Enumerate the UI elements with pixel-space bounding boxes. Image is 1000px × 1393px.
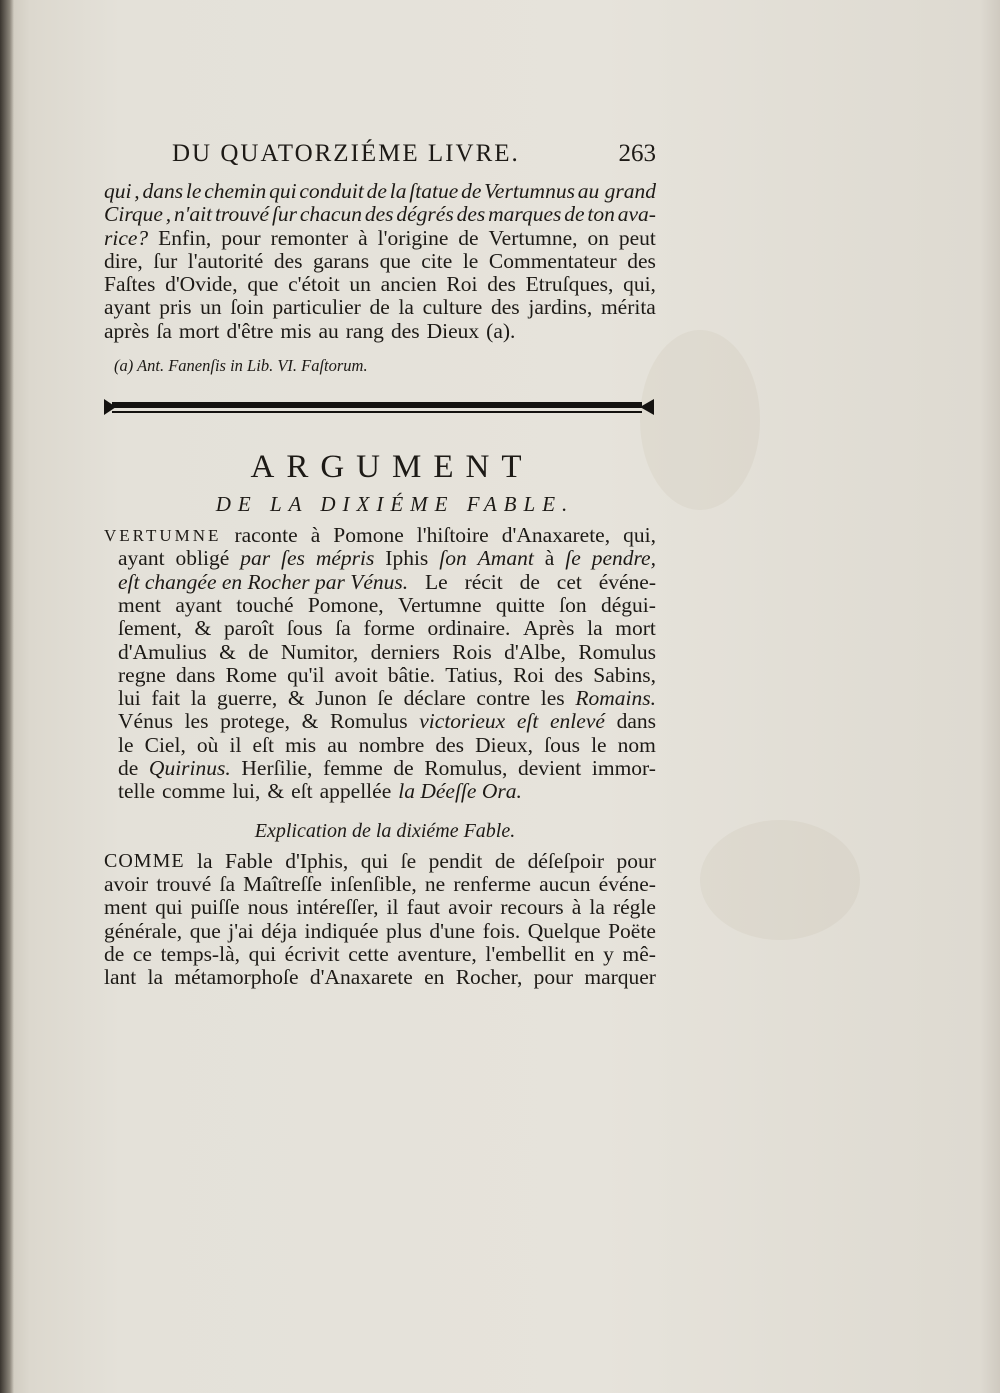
- word: remonter: [270, 225, 349, 250]
- word: de: [458, 225, 479, 250]
- word: lant: [104, 965, 137, 990]
- text-line: [104, 320, 656, 343]
- word: comme: [162, 779, 226, 804]
- word: aventure,: [397, 941, 477, 966]
- word: Tatius,: [445, 662, 503, 687]
- text-line: [104, 687, 656, 710]
- word: l'hiſtoire: [416, 523, 489, 548]
- text-line: [104, 547, 656, 570]
- word: Romains.: [575, 686, 656, 711]
- word: ſous: [286, 616, 323, 641]
- word: particulier: [272, 295, 361, 320]
- word: nous: [247, 895, 289, 920]
- text-line: [104, 710, 656, 733]
- word: j'ai: [228, 918, 254, 943]
- word: de: [519, 569, 540, 594]
- word: guerre,: [216, 686, 278, 711]
- word: cette: [348, 941, 389, 966]
- word: à: [358, 225, 368, 250]
- text-line: [104, 896, 656, 919]
- word: au: [318, 318, 339, 343]
- word: garans: [313, 248, 370, 273]
- word: mis: [280, 318, 312, 343]
- word: Rome: [225, 662, 277, 687]
- word: des: [491, 295, 520, 320]
- word: lui: [118, 686, 141, 711]
- word: Numitor,: [280, 639, 359, 664]
- word: culture: [422, 295, 483, 320]
- word: les: [540, 686, 565, 711]
- rule-end-right: [640, 399, 654, 415]
- word: des: [554, 662, 584, 687]
- word: pour: [221, 225, 261, 250]
- word: peut: [618, 225, 656, 250]
- word: déja: [261, 918, 297, 943]
- word: (a).: [486, 318, 516, 343]
- word: &: [287, 686, 305, 711]
- word: le: [591, 732, 607, 757]
- word: avoir: [448, 895, 493, 920]
- word: Romulus: [329, 709, 408, 734]
- intro-paragraph: [104, 180, 656, 343]
- footnote: (a) Ant. Fanenſis in Lib. VI. Faſtorum.: [114, 356, 368, 376]
- word: d'Amulius: [118, 639, 207, 664]
- book-gutter-shadow: [0, 0, 14, 1393]
- word: ſa: [156, 318, 172, 343]
- word: eſt: [291, 779, 313, 804]
- word: rice?: [104, 225, 149, 250]
- word: Vertumne: [397, 592, 482, 617]
- word: Après: [523, 616, 575, 641]
- word: de: [393, 756, 414, 781]
- word: d'Anaxarete: [309, 965, 413, 990]
- word: c'étoit: [288, 272, 340, 297]
- word: indiquée: [304, 918, 379, 943]
- text-line: [104, 594, 656, 617]
- word: Pomone,: [307, 592, 384, 617]
- word: la Déeſſe Ora.: [398, 779, 522, 804]
- word: ſe: [400, 848, 417, 873]
- word: la: [589, 895, 605, 920]
- word: renferme: [453, 871, 531, 896]
- paper-stain: [700, 820, 860, 940]
- word: mis: [285, 732, 317, 757]
- word: événe-: [598, 569, 656, 594]
- word: après: [104, 318, 150, 343]
- word: on: [587, 225, 609, 250]
- word: ſoin: [230, 295, 264, 320]
- word: le: [185, 179, 202, 203]
- word: fait: [151, 686, 181, 711]
- word: ayant: [118, 546, 165, 571]
- word: puiſſe: [190, 895, 240, 920]
- word: devient: [517, 756, 582, 781]
- word: qui: [104, 179, 132, 203]
- word: pendre,: [591, 546, 656, 571]
- word: fois.: [482, 918, 521, 943]
- word: ayant: [175, 592, 222, 617]
- word: par: [240, 546, 271, 571]
- word: jardins,: [528, 295, 593, 320]
- word: immor-: [591, 756, 656, 781]
- word: nom: [617, 732, 656, 757]
- word: des: [456, 202, 486, 227]
- word: les: [184, 709, 209, 734]
- word: pendit: [428, 848, 483, 873]
- word: d'être: [226, 318, 274, 343]
- text-block: [104, 140, 656, 989]
- text-line: [104, 780, 656, 803]
- word: des: [273, 248, 303, 273]
- word: faut: [406, 895, 441, 920]
- word: qui,: [623, 272, 656, 297]
- word: l'autorité: [187, 248, 264, 273]
- word: lui,: [232, 779, 261, 804]
- word: ſur: [271, 202, 298, 227]
- word: appellée: [319, 779, 392, 804]
- rule-thick-line: [112, 402, 642, 408]
- word: avoit: [334, 662, 378, 687]
- word: VERTUMNE: [104, 526, 222, 546]
- word: dégui-: [600, 592, 656, 617]
- word: recours: [500, 895, 564, 920]
- word: pour: [533, 965, 574, 990]
- word: où: [196, 732, 219, 757]
- word: mort: [178, 318, 220, 343]
- page-number: 263: [618, 140, 656, 167]
- word: enlevé: [550, 709, 605, 734]
- word: raconte: [234, 523, 298, 548]
- word: qu'il: [287, 662, 325, 687]
- word: femme: [323, 756, 383, 781]
- running-head-title: DU QUATORZIÉME LIVRE.: [172, 140, 520, 167]
- text-line: [104, 203, 656, 226]
- word: &: [194, 616, 212, 641]
- word: d'Ovide,: [165, 272, 238, 297]
- word: Etruſques,: [525, 272, 614, 297]
- word: nombre: [358, 732, 425, 757]
- word: marques: [488, 202, 562, 227]
- word: l'origine: [377, 225, 449, 250]
- word: quitte: [495, 592, 545, 617]
- word: Pomone: [333, 523, 404, 548]
- text-line: [104, 250, 656, 273]
- word: des: [390, 318, 420, 343]
- text-line: [104, 873, 656, 896]
- word: Junon: [315, 686, 367, 711]
- word: temps-là,: [160, 941, 240, 966]
- word: d'une: [429, 918, 476, 943]
- word: ayant: [104, 295, 151, 320]
- word: l'embellit: [485, 941, 566, 966]
- word: de: [248, 639, 269, 664]
- word: la: [587, 616, 603, 641]
- word: de: [366, 179, 387, 203]
- word: Enfin,: [158, 225, 212, 250]
- word: qui: [155, 895, 183, 920]
- word: générale,: [104, 918, 183, 943]
- word: la: [147, 965, 164, 990]
- word: d'Anaxarete,: [501, 523, 611, 548]
- word: dire,: [104, 248, 143, 273]
- word: il: [386, 895, 399, 920]
- text-line: [104, 180, 656, 203]
- word: Romulus,: [424, 756, 508, 781]
- word: de: [104, 941, 125, 966]
- word: de: [564, 202, 585, 227]
- explication-heading: Explication de la dixiéme Fable.: [254, 819, 516, 842]
- word: &: [301, 709, 319, 734]
- word: Faſtes: [104, 272, 156, 297]
- word: ſon: [559, 592, 587, 617]
- word: ſur: [153, 248, 178, 273]
- word: n'ait: [174, 202, 213, 227]
- word: obligé: [175, 546, 230, 571]
- word: inſenſible,: [330, 871, 417, 896]
- word: dégrés: [396, 202, 454, 227]
- word: Commentateur: [488, 248, 617, 273]
- word: ton: [587, 202, 615, 227]
- word: il: [229, 732, 242, 757]
- word: ordinaire.: [427, 616, 511, 641]
- word: Herſilie,: [241, 756, 313, 781]
- word: &: [267, 779, 285, 804]
- word: protege,: [220, 709, 290, 734]
- word: pour: [616, 848, 656, 873]
- word: Amant: [477, 546, 534, 571]
- text-line: [104, 734, 656, 757]
- word: dans: [616, 709, 656, 734]
- word: récit: [464, 569, 503, 594]
- word: des: [627, 248, 656, 273]
- word: Vertumnus: [484, 179, 575, 203]
- text-line: [104, 273, 656, 296]
- word: cet: [556, 569, 582, 594]
- word: eſt changée en Rocher par Vénus.: [118, 569, 409, 594]
- word: eſt: [252, 732, 275, 757]
- word: en: [574, 941, 595, 966]
- word: trouvé: [156, 871, 212, 896]
- word: ſon: [439, 546, 467, 571]
- word: ,: [165, 202, 172, 227]
- word: Le: [425, 569, 448, 594]
- text-line: [104, 943, 656, 966]
- argument-paragraph: [104, 524, 656, 804]
- word: qui,: [623, 523, 656, 548]
- word: chacun: [299, 202, 362, 227]
- word: Dieux,: [475, 732, 534, 757]
- word: Iphis: [385, 546, 429, 571]
- word: d'Albe,: [504, 639, 566, 664]
- word: Rocher,: [455, 965, 523, 990]
- word: intéreſſer,: [296, 895, 379, 920]
- word: Romulus: [578, 639, 656, 664]
- word: déſeſpoir: [527, 848, 604, 873]
- text-line: [104, 617, 656, 640]
- word: marquer: [584, 965, 656, 990]
- word: mê-: [622, 941, 656, 966]
- word: Rois: [452, 639, 492, 664]
- word: Cirque: [104, 202, 163, 227]
- word: de: [461, 179, 482, 203]
- text-line: [104, 966, 656, 989]
- word: le: [118, 732, 134, 757]
- word: ſous: [544, 732, 580, 757]
- text-line: [104, 850, 656, 873]
- word: le: [462, 248, 479, 273]
- word: de: [369, 295, 390, 320]
- decorative-rule: [104, 388, 656, 428]
- word: déclare: [403, 686, 466, 711]
- text-line: [104, 920, 656, 943]
- running-head: [104, 140, 656, 178]
- word: victorieux: [419, 709, 506, 734]
- word: mort: [615, 616, 656, 641]
- word: paroît: [223, 616, 275, 641]
- word: COMME: [104, 849, 185, 872]
- text-line: [104, 757, 656, 780]
- word: que: [379, 248, 411, 273]
- argument-title: ARGUMENT: [250, 449, 534, 486]
- word: ava-: [617, 202, 656, 227]
- word: contre: [476, 686, 531, 711]
- word: ſe: [377, 686, 393, 711]
- word: ſement,: [118, 616, 182, 641]
- word: la: [197, 848, 213, 873]
- word: des: [364, 202, 394, 227]
- word: qui: [248, 941, 277, 966]
- word: métamorphoſe: [174, 965, 299, 990]
- word: qui: [269, 179, 297, 203]
- word: des: [487, 272, 516, 297]
- word: forme: [363, 616, 415, 641]
- word: plus: [386, 918, 422, 943]
- word: mérita: [600, 295, 656, 320]
- word: la: [190, 686, 207, 711]
- word: en: [424, 965, 445, 990]
- word: ancien: [380, 272, 437, 297]
- word: Poëte: [608, 918, 656, 943]
- word: au: [327, 732, 348, 757]
- word: aucun: [539, 871, 591, 896]
- word: dans: [142, 179, 184, 203]
- word: ſa: [335, 616, 351, 641]
- word: Roi: [513, 662, 545, 687]
- word: d'Iphis,: [285, 848, 349, 873]
- word: eſt: [516, 709, 539, 734]
- word: touché: [236, 592, 294, 617]
- word: Ciel,: [144, 732, 186, 757]
- text-line: [104, 227, 656, 250]
- word: Sabins,: [593, 662, 656, 687]
- word: événe-: [598, 871, 656, 896]
- word: ſes: [281, 546, 305, 571]
- word: des: [435, 732, 465, 757]
- text-line: [104, 664, 656, 687]
- word: un: [349, 272, 371, 297]
- text-line: [104, 524, 656, 547]
- word: pris: [159, 295, 192, 320]
- argument-subtitle: DE LA DIXIÉME FABLE.: [215, 492, 575, 517]
- word: mépris: [315, 546, 375, 571]
- word: Vénus: [118, 709, 173, 734]
- explication-paragraph: [104, 850, 656, 990]
- word: Vertumne,: [488, 225, 578, 250]
- word: dans: [175, 662, 216, 687]
- word: ,: [134, 179, 140, 203]
- word: de: [494, 848, 516, 873]
- word: ment: [104, 895, 147, 920]
- word: ment: [118, 592, 161, 617]
- word: ce: [132, 941, 152, 966]
- word: rang: [345, 318, 384, 343]
- word: conduit: [299, 179, 364, 203]
- word: ſtatue: [409, 179, 459, 203]
- text-line: [104, 571, 656, 594]
- rule-thin-line: [112, 411, 642, 413]
- word: la: [389, 179, 407, 203]
- word: de: [118, 756, 139, 781]
- word: que: [189, 918, 221, 943]
- word: un: [200, 295, 222, 320]
- word: bâtie.: [387, 662, 436, 687]
- word: chemin: [204, 179, 267, 203]
- word: ſa: [219, 871, 235, 896]
- word: Fable: [225, 848, 273, 873]
- word: Roi: [446, 272, 478, 297]
- word: Dieux: [426, 318, 480, 343]
- text-line: [104, 296, 656, 319]
- text-line: [104, 641, 656, 664]
- word: &: [219, 639, 236, 664]
- word: ne: [424, 871, 446, 896]
- word: à: [544, 546, 555, 571]
- word: à: [310, 523, 321, 548]
- word: écrivit: [284, 941, 340, 966]
- word: Quelque: [527, 918, 601, 943]
- word: trouvé: [214, 202, 270, 227]
- word: que: [247, 272, 279, 297]
- paper-stain: [640, 330, 760, 510]
- word: la: [398, 295, 414, 320]
- word: telle: [118, 779, 156, 804]
- word: y: [603, 941, 614, 966]
- word: régle: [612, 895, 656, 920]
- word: cite: [421, 248, 453, 273]
- word: à: [571, 895, 582, 920]
- word: Maîtreſſe: [243, 871, 322, 896]
- word: regne: [118, 662, 166, 687]
- word: avoir: [104, 871, 149, 896]
- word: ſe: [565, 546, 581, 571]
- word: Quirinus.: [148, 756, 231, 781]
- word: au grand: [577, 179, 656, 203]
- word: qui: [360, 848, 389, 873]
- word: derniers: [370, 639, 440, 664]
